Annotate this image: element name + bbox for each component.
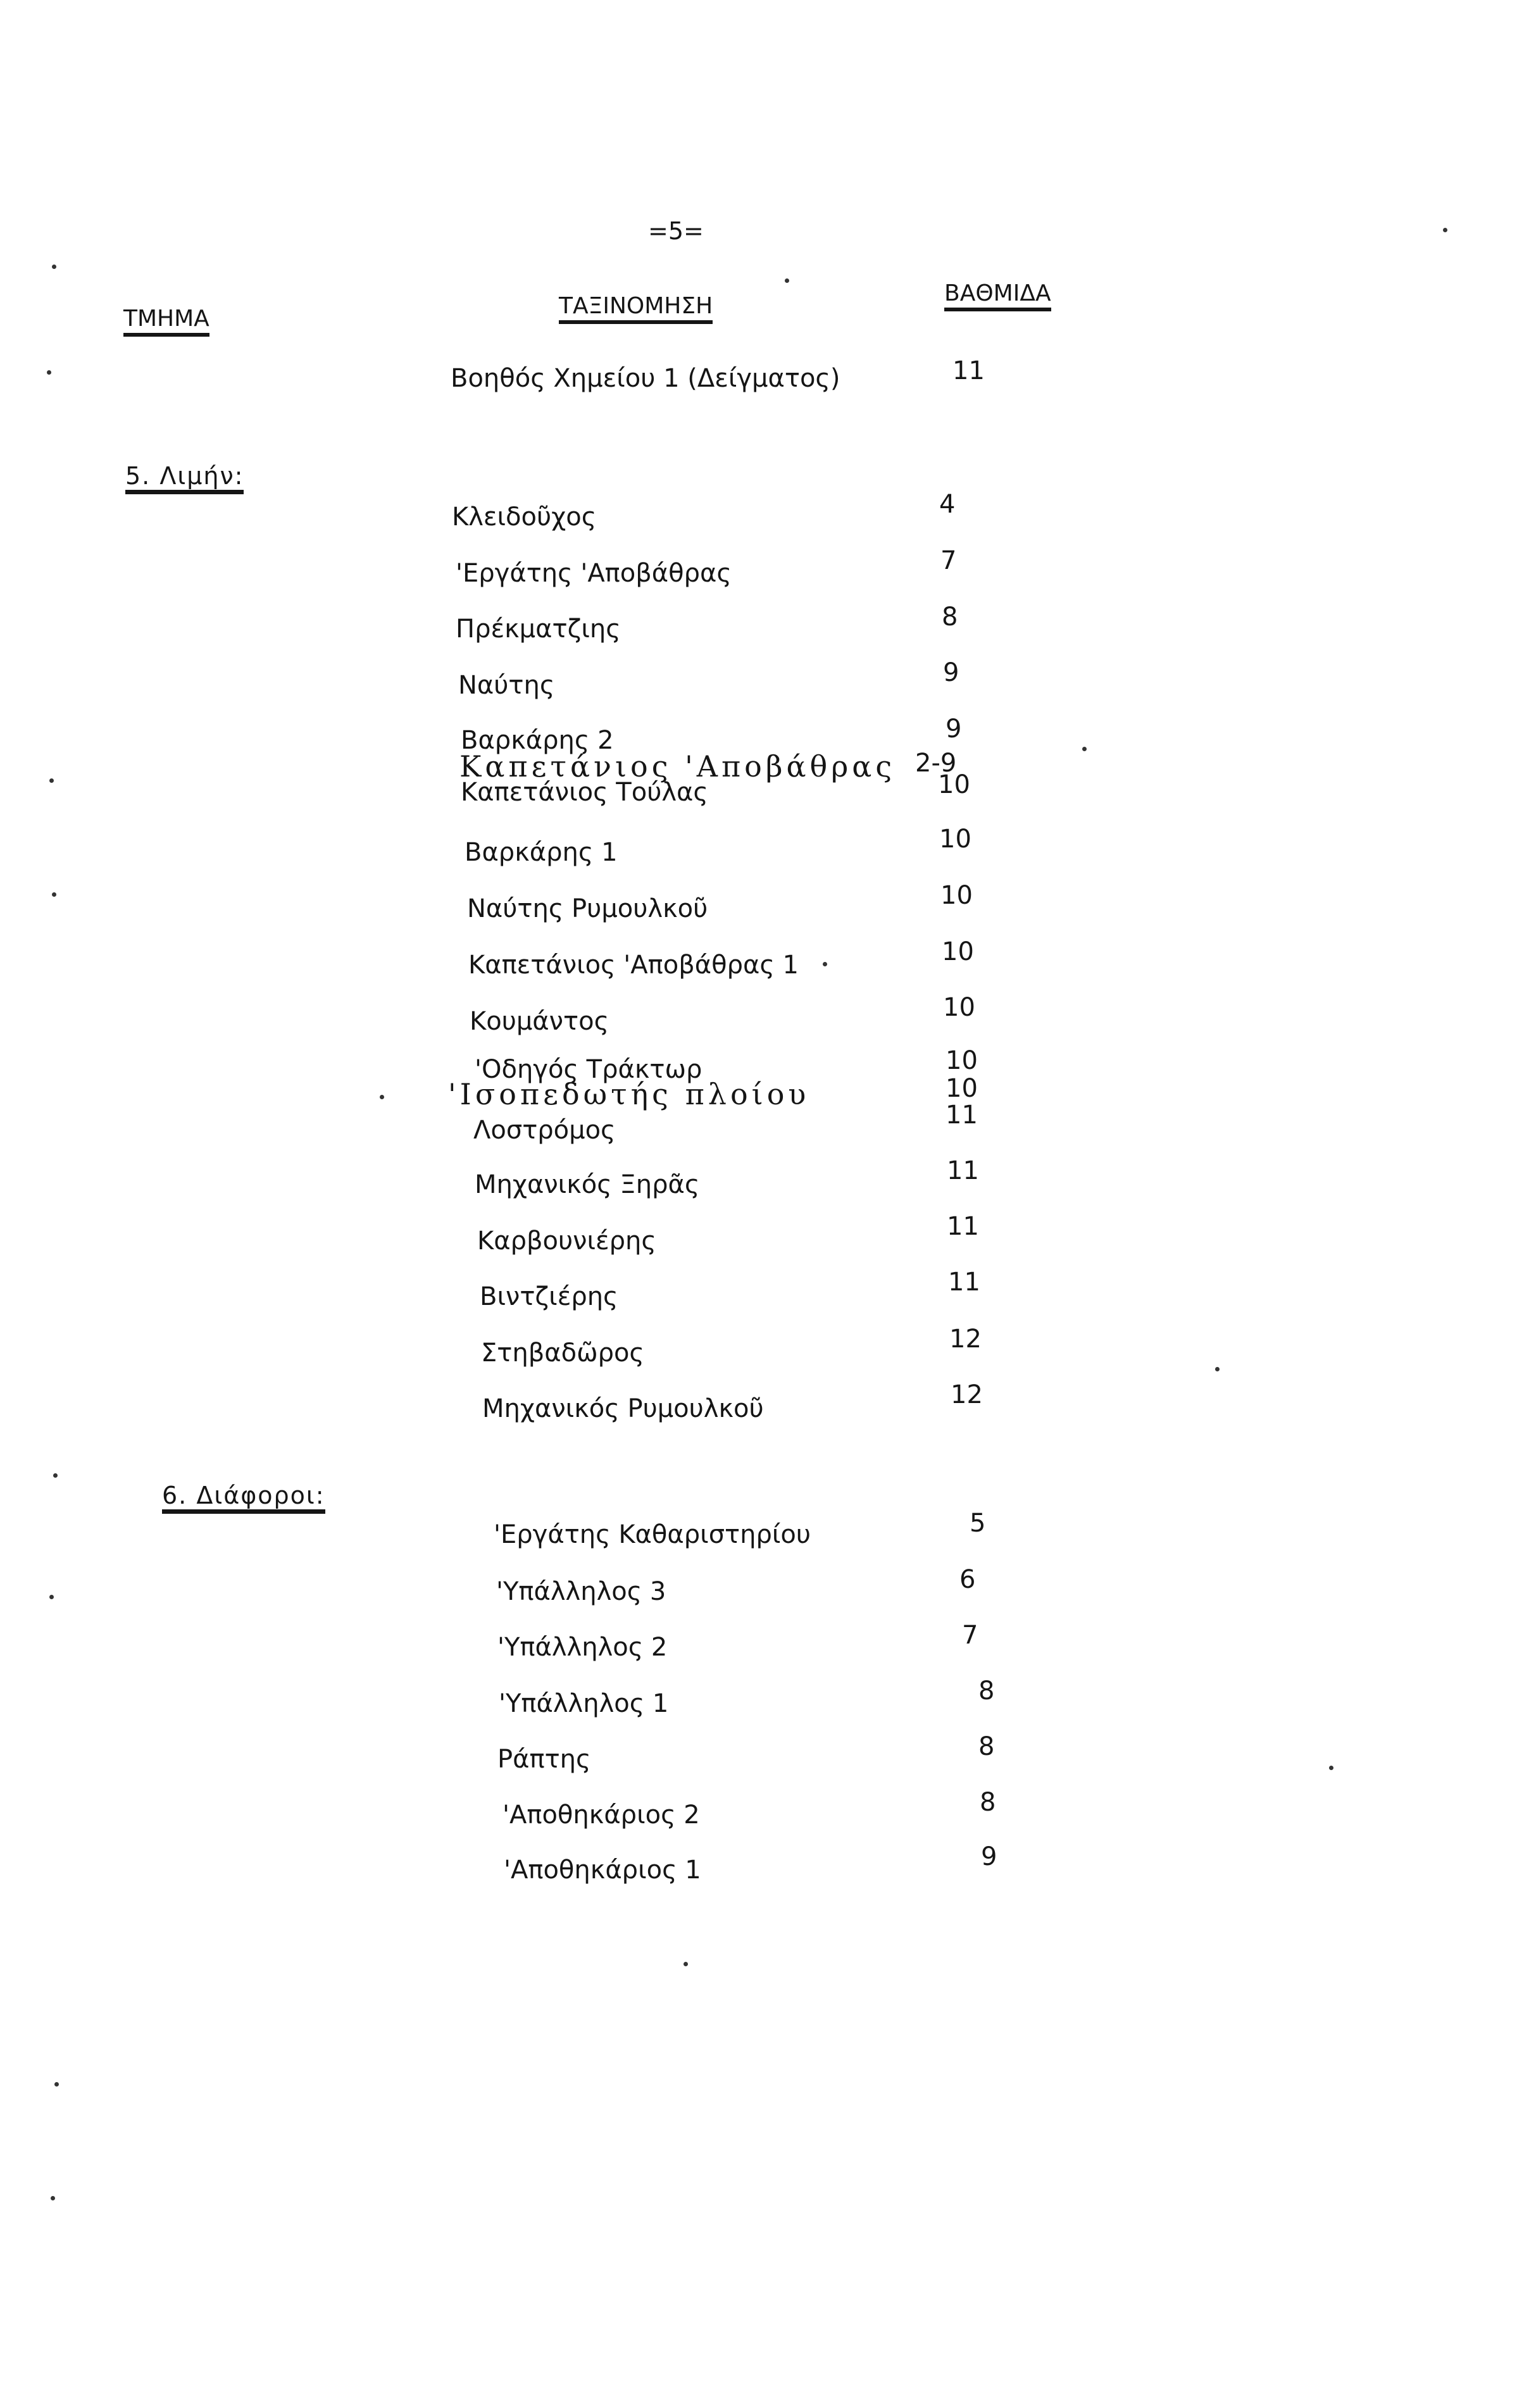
scan-speck [53, 1473, 58, 1478]
scan-speck [52, 265, 56, 269]
row-name: Στηβαδῶρος [481, 1338, 644, 1368]
row-grade: 10 [943, 993, 975, 1022]
row-grade: 10 [938, 770, 970, 799]
scan-speck [380, 1095, 384, 1099]
row-grade: 8 [978, 1732, 995, 1761]
row-grade: 10 [939, 825, 971, 854]
row-name: Ναύτης Ρυμουλκοῦ [467, 894, 708, 923]
scan-speck [1329, 1766, 1333, 1770]
row-grade: 7 [962, 1621, 978, 1650]
row-grade: 9 [943, 658, 959, 687]
row-name: 'Αποθηκάριος 1 [504, 1856, 701, 1885]
row-name: Βαρκάρης 2 [461, 726, 614, 755]
row-grade: 10 [946, 1046, 978, 1075]
row-name: 'Υπάλληλος 1 [499, 1689, 669, 1718]
row-name: Ράπτης [497, 1745, 591, 1774]
row-grade: 8 [980, 1788, 996, 1817]
section-title: 6. Διάφοροι: [162, 1483, 325, 1514]
row-name: Βαρκάρης 1 [465, 838, 618, 867]
row-grade: 9 [946, 714, 962, 744]
row-name: Βοηθός Χημείου 1 (Δείγματος) [451, 364, 840, 393]
row-grade: 11 [948, 1268, 980, 1297]
scan-speck [785, 278, 789, 283]
page-number: =5= [648, 217, 704, 245]
row-grade: 10 [946, 1074, 978, 1103]
row-name: Κλειδοῦχος [452, 502, 597, 532]
row-name-typed: 'Ισοπεδωτής πλοίου [448, 1077, 810, 1111]
row-name: Πρέκματζιης [456, 614, 621, 644]
scan-speck [823, 962, 827, 966]
scan-speck [1082, 747, 1087, 751]
row-grade: 8 [942, 602, 958, 632]
row-name: 'Αποθηκάριος 2 [503, 1800, 700, 1830]
row-grade: 10 [942, 937, 974, 966]
row-name: 'Υπάλληλος 2 [497, 1633, 668, 1662]
scan-speck [49, 1595, 54, 1599]
row-grade: 2-9 [915, 749, 957, 778]
row-grade: 12 [949, 1325, 982, 1354]
row-name: Βιντζιέρης [480, 1282, 618, 1311]
row-name: Μηχανικός Ρυμουλκοῦ [482, 1394, 764, 1423]
row-name: 'Οδηγός Τράκτωρ [475, 1055, 702, 1084]
scan-speck [47, 370, 51, 375]
scan-speck [684, 1962, 688, 1966]
row-grade: 11 [947, 1212, 979, 1241]
row-name: Λοστρόμος [473, 1116, 616, 1145]
row-grade: 10 [940, 881, 973, 910]
row-grade: 6 [959, 1565, 976, 1594]
row-name-typed: Καπετάνιος 'Αποβάθρας [459, 749, 896, 783]
row-name: 'Εργάτης Καθαριστηρίου [494, 1520, 811, 1549]
row-grade: 11 [946, 1101, 978, 1130]
row-grade: 8 [978, 1676, 995, 1706]
scan-speck [51, 2196, 55, 2200]
row-grade: 11 [952, 356, 985, 385]
row-name: Καπετάνιος Τούλας [461, 778, 708, 807]
scan-speck [1443, 228, 1447, 232]
row-name: Κουμάντος [470, 1007, 609, 1036]
row-name: 'Εργάτης 'Αποβάθρας [456, 559, 732, 588]
row-grade: 9 [981, 1842, 997, 1871]
scan-speck [49, 778, 54, 783]
row-grade: 11 [947, 1156, 979, 1185]
row-grade: 12 [951, 1380, 983, 1409]
section-title: 5. Λιμήν: [125, 464, 244, 494]
row-grade: 5 [970, 1509, 986, 1538]
scan-speck [1215, 1367, 1220, 1371]
row-grade: 7 [940, 546, 957, 575]
header-grade: ΒΑΘΜΙΔΑ [944, 282, 1051, 311]
row-name: Ναύτης [458, 671, 555, 700]
scan-speck [52, 892, 56, 897]
row-name: Καπετάνιος 'Αποβάθρας 1 [468, 951, 799, 980]
header-section: ΤΜΗΜΑ [123, 308, 209, 337]
row-name: 'Υπάλληλος 3 [496, 1577, 666, 1606]
row-name: Καρβουνιέρης [477, 1226, 656, 1256]
row-name: Μηχανικός Ξηρᾶς [475, 1170, 700, 1199]
scan-speck [54, 2082, 59, 2087]
header-classification: ΤΑΞΙΝΟΜΗΣΗ [559, 295, 713, 324]
row-grade: 4 [939, 490, 956, 519]
